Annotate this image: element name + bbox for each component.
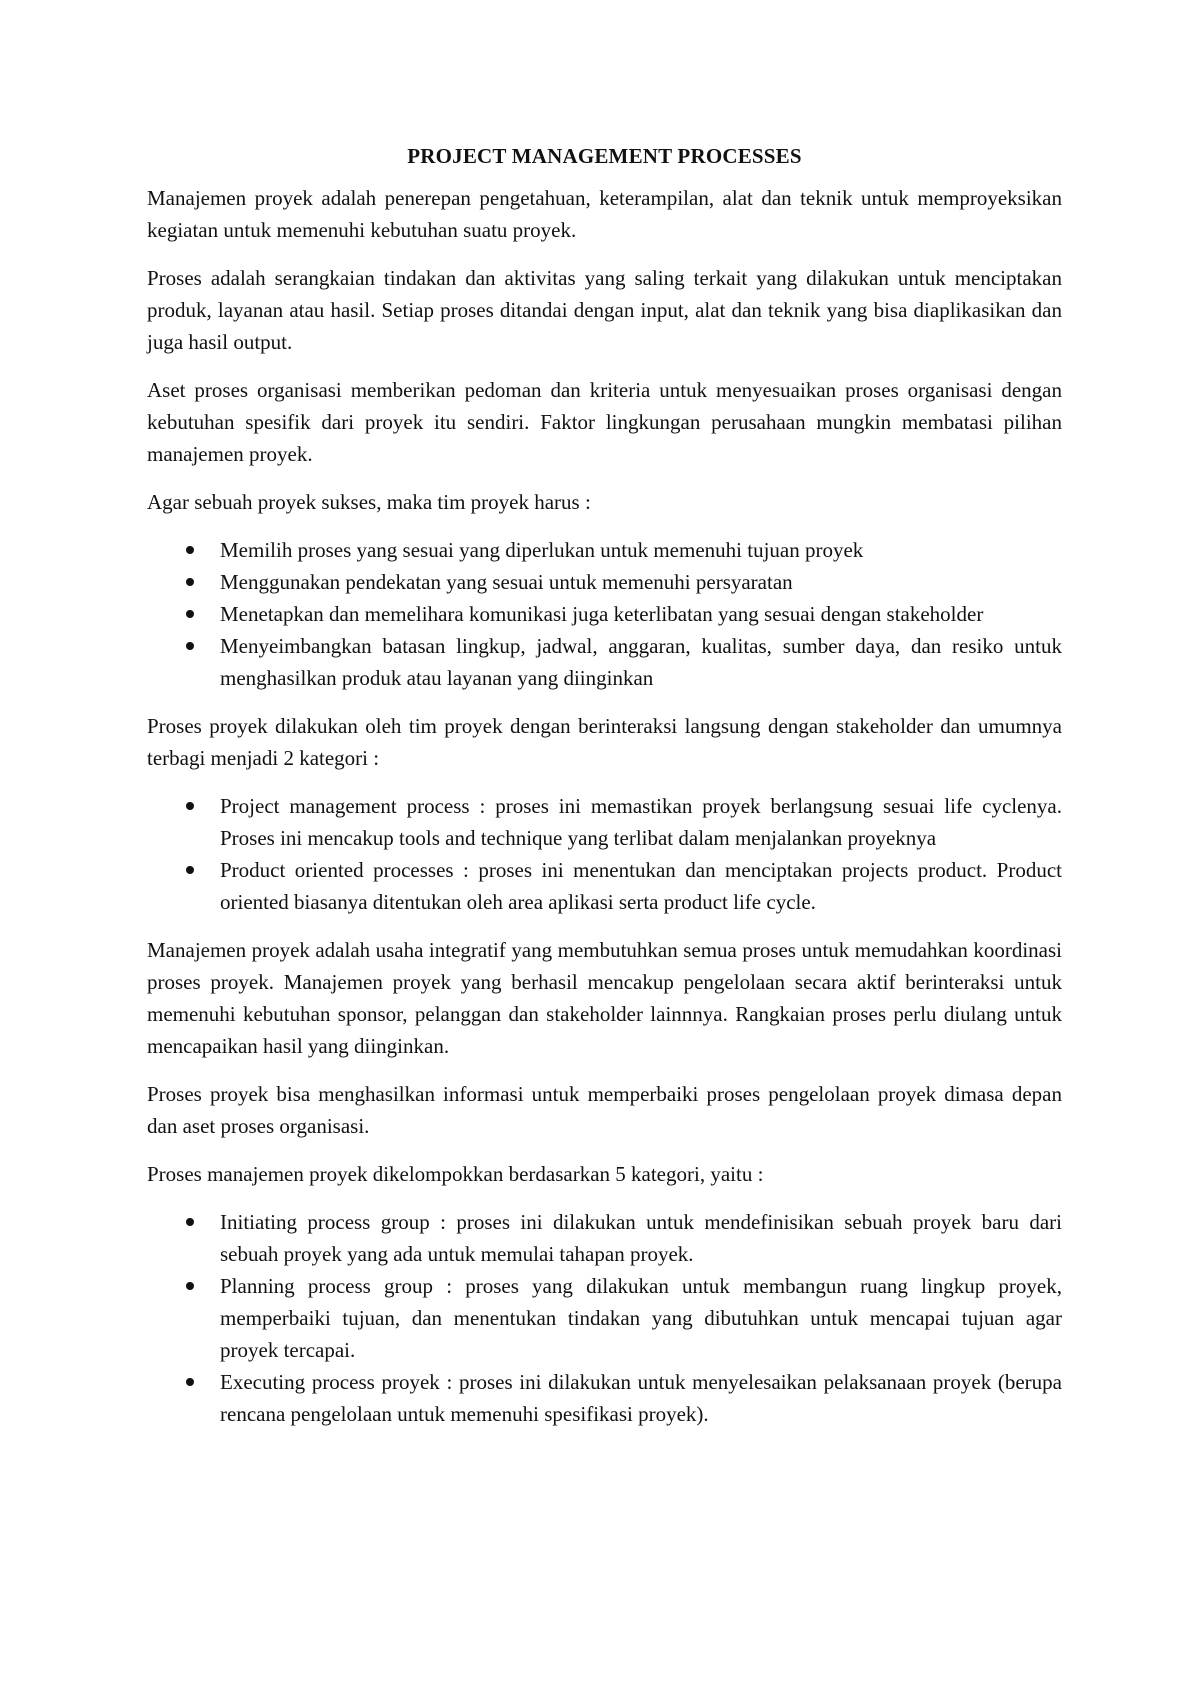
paragraph-success-intro: Agar sebuah proyek sukses, maka tim proyek harus : [147,490,591,514]
bullet-icon [186,1282,194,1290]
bullet-icon [186,866,194,874]
list-item [220,1366,1062,1430]
list-item-text: Planning process group : proses yang dilakukan untuk membangun ruang lingkup proyek, memperbaiki tujuan, dan menentukan tindakan yang dibutuhkan untuk mencapai tujuan agar proyek tercapai. [220,1274,1062,1362]
list-item-text: Project management process : proses ini memastikan proyek berlangsung sesuai life cyclenya. Proses ini mencakup tools and technique yang terlibat dalam menjalankan proyeknya [220,794,1062,850]
document-page [147,140,1062,1446]
bullet-icon [186,546,194,554]
paragraph-definition: Manajemen proyek adalah penerepan pengetahuan, keterampilan, alat dan teknik untuk memproyeksikan kegiatan untuk memenuhi kebutuhan suatu proyek. [147,186,1062,242]
list-item [220,598,1062,630]
list-item [220,630,1062,694]
document-title: PROJECT MANAGEMENT PROCESSES [407,144,802,168]
bullet-icon [186,578,194,586]
list-item [220,790,1062,854]
paragraph-groups-intro: Proses manajemen proyek dikelompokkan berdasarkan 5 kategori, yaitu : [147,1162,764,1186]
bullet-icon [186,1378,194,1386]
bullet-icon [186,642,194,650]
list-item-text: Menggunakan pendekatan yang sesuai untuk memenuhi persyaratan [220,570,793,594]
process-groups-list [147,1206,1062,1430]
bullet-icon [186,610,194,618]
list-item-text: Menyeimbangkan batasan lingkup, jadwal, anggaran, kualitas, sumber daya, dan resiko untuk menghasilkan produk atau layanan yang diinginkan [220,634,1062,690]
paragraph-integrative: Manajemen proyek adalah usaha integratif yang membutuhkan semua proses untuk memudahkan koordinasi proses proyek. Manajemen proyek yang berhasil mencakup pengelolaan secara aktif berinteraksi untuk memenuhi kebutuhan sponsor, pelanggan dan stakeholder lainnnya. Rangkaian proses perlu diulang untuk mencapaikan hasil yang diinginkan. [147,938,1062,1058]
list-item [220,854,1062,918]
process-categories-list [147,790,1062,918]
list-item [220,1270,1062,1366]
success-requirements-list [147,534,1062,694]
list-item [220,566,1062,598]
list-item [220,1206,1062,1270]
paragraph-improvement: Proses proyek bisa menghasilkan informasi untuk memperbaiki proses pengelolaan proyek dimasa depan dan aset proses organisasi. [147,1082,1062,1138]
paragraph-categories-intro: Proses proyek dilakukan oleh tim proyek dengan berinteraksi langsung dengan stakeholder dan umumnya terbagi menjadi 2 kategori : [147,714,1062,770]
list-item-text: Memilih proses yang sesuai yang diperlukan untuk memenuhi tujuan proyek [220,538,864,562]
list-item [220,534,1062,566]
paragraph-process: Proses adalah serangkaian tindakan dan aktivitas yang saling terkait yang dilakukan untuk menciptakan produk, layanan atau hasil. Setiap proses ditandai dengan input, alat dan teknik yang bisa diaplikasikan dan juga hasil output. [147,266,1062,354]
list-item-text: Initiating process group : proses ini dilakukan untuk mendefinisikan sebuah proyek baru dari sebuah proyek yang ada untuk memulai tahapan proyek. [220,1210,1062,1266]
list-item-text: Product oriented processes : proses ini menentukan dan menciptakan projects product. Product oriented biasanya ditentukan oleh area aplikasi serta product life cycle. [220,858,1062,914]
paragraph-org-assets: Aset proses organisasi memberikan pedoman dan kriteria untuk menyesuaikan proses organisasi dengan kebutuhan spesifik dari proyek itu sendiri. Faktor lingkungan perusahaan mungkin membatasi pilihan manajemen proyek. [147,378,1062,466]
list-item-text: Menetapkan dan memelihara komunikasi juga keterlibatan yang sesuai dengan stakeholder [220,602,984,626]
bullet-icon [186,802,194,810]
bullet-icon [186,1218,194,1226]
list-item-text: Executing process proyek : proses ini dilakukan untuk menyelesaikan pelaksanaan proyek (berupa rencana pengelolaan untuk memenuhi spesifikasi proyek). [220,1370,1062,1426]
